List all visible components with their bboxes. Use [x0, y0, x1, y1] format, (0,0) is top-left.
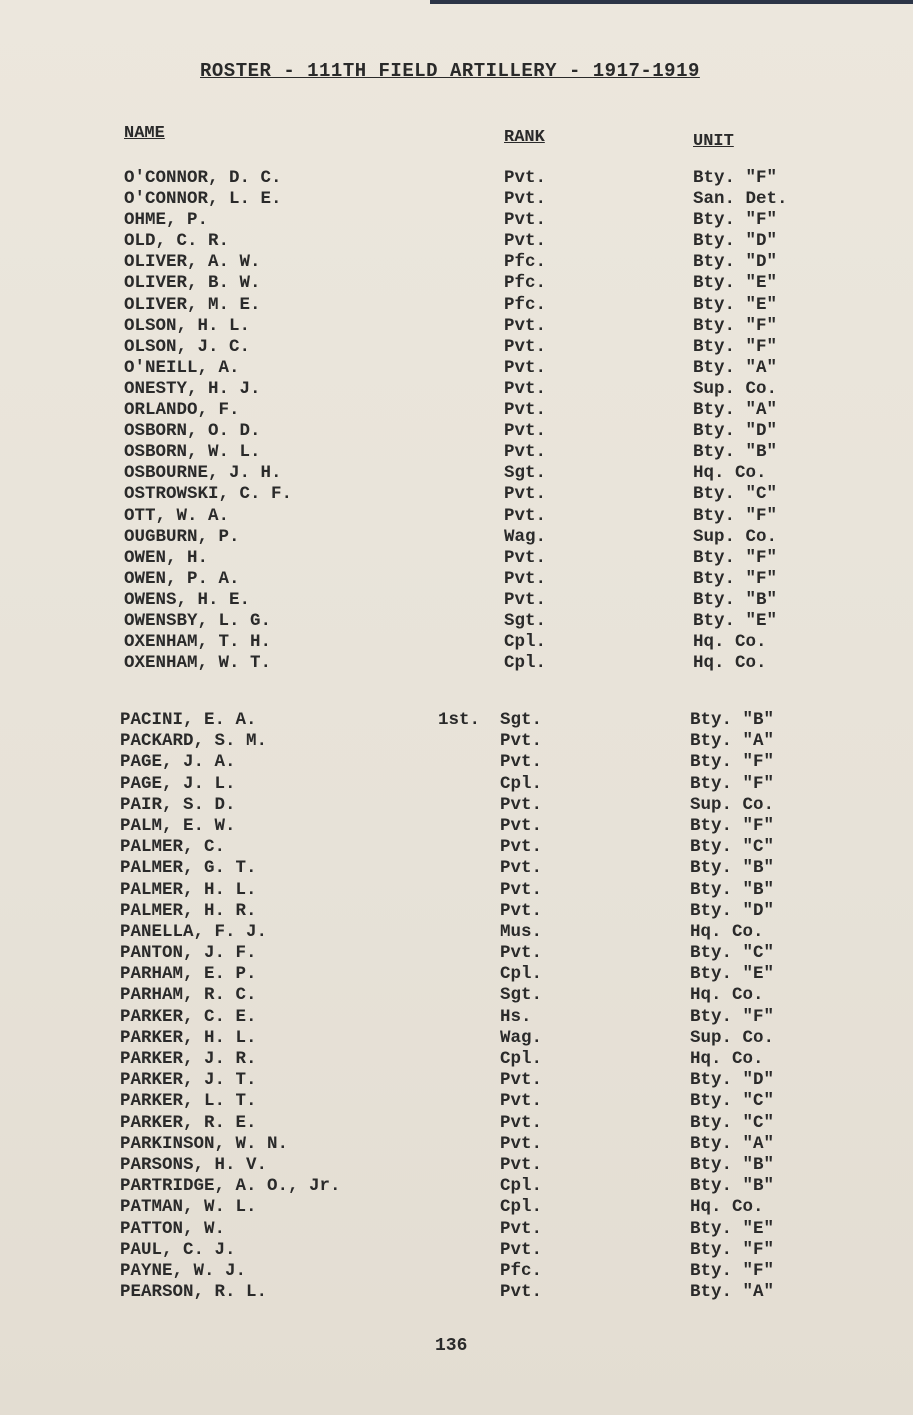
roster-rank: Cpl.	[504, 632, 547, 653]
roster-unit: Bty. "A"	[693, 400, 778, 421]
roster-row	[0, 1070, 913, 1091]
roster-name: OXENHAM, W. T.	[124, 653, 272, 674]
roster-unit: Bty. "F"	[693, 315, 778, 336]
roster-name: PACINI, E. A.	[120, 710, 257, 730]
roster-row	[0, 400, 913, 421]
roster-unit: Bty. "C"	[690, 1112, 775, 1133]
roster-unit: Bty. "F"	[693, 168, 778, 188]
roster-row	[0, 858, 913, 879]
page-title: ROSTER - 111TH FIELD ARTILLERY - 1917-1919	[200, 60, 700, 82]
roster-row	[0, 1028, 913, 1049]
roster-name: PARHAM, R. C.	[120, 985, 257, 1006]
roster-rank: Hs.	[500, 1006, 532, 1027]
roster-rank: Mus.	[500, 921, 543, 942]
roster-name: PATMAN, W. L.	[120, 1197, 257, 1218]
roster-unit: Bty. "C"	[690, 837, 775, 858]
roster-name: PARKER, J. R.	[120, 1049, 257, 1069]
roster-name: OLIVER, A. W.	[124, 252, 261, 273]
roster-name: PAGE, J. L.	[120, 773, 236, 794]
roster-unit: Bty. "F"	[693, 547, 778, 568]
roster-unit: Hq. Co.	[693, 463, 767, 484]
roster-rank: Pvt.	[504, 484, 547, 505]
roster-name: PEARSON, R. L.	[120, 1282, 268, 1303]
roster-name: OLSON, J. C.	[124, 336, 251, 357]
roster-name: PALMER, C.	[120, 837, 226, 858]
roster-rank: Sgt.	[504, 610, 547, 631]
roster-rank-prefix: 1st.	[438, 710, 481, 730]
roster-row	[0, 337, 913, 358]
roster-unit: Bty. "F"	[693, 336, 778, 357]
roster-rank: Cpl.	[500, 1176, 543, 1197]
roster-rank: Pfc.	[504, 294, 547, 315]
column-header-name: NAME	[124, 124, 165, 143]
roster-row	[0, 231, 913, 252]
roster-unit: Bty. "D"	[693, 421, 778, 442]
roster-row	[0, 943, 913, 964]
roster-row	[0, 316, 913, 337]
roster-rank: Pvt.	[504, 589, 547, 610]
roster-name: PARHAM, E. P.	[120, 964, 257, 985]
roster-rank: Pvt.	[504, 421, 547, 442]
roster-rank: Pvt.	[504, 231, 547, 252]
roster-row	[0, 710, 913, 731]
roster-rank: Pvt.	[504, 336, 547, 357]
roster-name: PALMER, G. T.	[120, 858, 257, 879]
roster-unit: Sup. Co.	[693, 526, 778, 547]
roster-name: PAYNE, W. J.	[120, 1260, 247, 1281]
roster-name: PALMER, H. R.	[120, 900, 257, 921]
roster-unit: Bty. "F"	[690, 752, 775, 773]
roster-row	[0, 901, 913, 922]
roster-row	[0, 295, 913, 316]
roster-unit: Bty. "B"	[690, 710, 775, 730]
roster-unit: Bty. "A"	[690, 731, 775, 752]
roster-name: PATTON, W.	[120, 1218, 226, 1239]
roster-unit: Bty. "E"	[690, 1218, 775, 1239]
roster-rank: Pfc.	[504, 273, 547, 294]
roster-row	[0, 731, 913, 752]
page-number: 136	[435, 1336, 468, 1356]
roster-unit: Bty. "E"	[693, 273, 778, 294]
roster-unit: Sup. Co.	[690, 794, 775, 815]
roster-rank: Pvt.	[500, 858, 543, 879]
roster-rank: Wag.	[500, 1027, 543, 1048]
roster-row	[0, 548, 913, 569]
roster-rank: Cpl.	[500, 1197, 543, 1218]
roster-rank: Pvt.	[500, 1218, 543, 1239]
roster-name: OSBORN, W. L.	[124, 442, 261, 463]
roster-rank: Sgt.	[500, 985, 543, 1006]
roster-name: PAIR, S. D.	[120, 794, 236, 815]
roster-unit: Bty. "F"	[690, 815, 775, 836]
roster-unit: Sup. Co.	[690, 1027, 775, 1048]
roster-name: PARKER, C. E.	[120, 1006, 257, 1027]
roster-rank: Pvt.	[500, 879, 543, 900]
roster-rank: Pvt.	[500, 1112, 543, 1133]
roster-unit: Bty. "F"	[690, 1006, 775, 1027]
roster-unit: Bty. "F"	[693, 210, 778, 231]
page-top-edge	[430, 0, 913, 4]
roster-name: PARKER, H. L.	[120, 1027, 257, 1048]
roster-name: OLIVER, B. W.	[124, 273, 261, 294]
column-header-unit: UNIT	[693, 132, 734, 151]
roster-row	[0, 964, 913, 985]
roster-rank: Pvt.	[500, 1070, 543, 1091]
roster-name: OLIVER, M. E.	[124, 294, 261, 315]
roster-rank: Pvt.	[500, 1154, 543, 1175]
roster-row	[0, 189, 913, 210]
roster-row	[0, 922, 913, 943]
roster-rank: Pvt.	[504, 400, 547, 421]
roster-unit: Bty. "D"	[693, 231, 778, 252]
roster-unit: Hq. Co.	[690, 1197, 764, 1218]
roster-rank: Wag.	[504, 526, 547, 547]
roster-row	[0, 168, 913, 189]
roster-rank: Pvt.	[504, 568, 547, 589]
roster-name: OLD, C. R.	[124, 231, 230, 252]
roster-name: PAUL, C. J.	[120, 1239, 236, 1260]
roster-rank: Pvt.	[500, 1133, 543, 1154]
roster-name: OXENHAM, T. H.	[124, 632, 272, 653]
roster-name: PARKER, J. T.	[120, 1070, 257, 1091]
roster-unit: Bty. "F"	[690, 773, 775, 794]
roster-unit: Hq. Co.	[690, 1049, 764, 1069]
roster-unit: Bty. "F"	[690, 1260, 775, 1281]
roster-row	[0, 379, 913, 400]
roster-row	[0, 1261, 913, 1282]
roster-rank: Pvt.	[500, 837, 543, 858]
roster-name: OWENS, H. E.	[124, 589, 251, 610]
roster-rank: Pvt.	[504, 378, 547, 399]
roster-unit: Hq. Co.	[690, 921, 764, 942]
roster-name: PARKINSON, W. N.	[120, 1133, 289, 1154]
roster-rank: Sgt.	[504, 463, 547, 484]
roster-unit: Bty. "B"	[690, 879, 775, 900]
roster-rank: Pvt.	[500, 1091, 543, 1112]
roster-rank: Pfc.	[500, 1260, 543, 1281]
roster-rank: Pvt.	[504, 442, 547, 463]
roster-row	[0, 985, 913, 1006]
roster-rank: Pvt.	[500, 794, 543, 815]
roster-row	[0, 210, 913, 231]
roster-name: ORLANDO, F.	[124, 400, 240, 421]
roster-unit: Bty. "C"	[690, 943, 775, 964]
roster-rank: Pvt.	[504, 505, 547, 526]
roster-rank: Cpl.	[500, 1049, 543, 1069]
roster-row	[0, 837, 913, 858]
roster-row	[0, 1219, 913, 1240]
roster-rank: Pvt.	[504, 189, 547, 210]
roster-unit: Bty. "B"	[693, 442, 778, 463]
roster-unit: Bty. "C"	[690, 1091, 775, 1112]
roster-unit: Hq. Co.	[693, 632, 767, 653]
roster-unit: Bty. "A"	[693, 357, 778, 378]
roster-name: OSBORN, O. D.	[124, 421, 261, 442]
roster-rank: Pvt.	[500, 731, 543, 752]
roster-unit: Bty. "C"	[693, 484, 778, 505]
roster-unit: Bty. "D"	[690, 900, 775, 921]
roster-unit: Bty. "F"	[693, 505, 778, 526]
roster-row	[0, 252, 913, 273]
roster-unit: Bty. "B"	[693, 589, 778, 610]
roster-name: PACKARD, S. M.	[120, 731, 268, 752]
roster-row	[0, 421, 913, 442]
roster-row	[0, 1049, 913, 1070]
roster-row	[0, 1007, 913, 1028]
roster-name: ONESTY, H. J.	[124, 378, 261, 399]
roster-name: O'CONNOR, D. C.	[124, 168, 282, 188]
roster-rank: Pvt.	[504, 315, 547, 336]
roster-rank: Pvt.	[504, 168, 547, 188]
roster-name: PARKER, R. E.	[120, 1112, 257, 1133]
roster-unit: Bty. "A"	[690, 1282, 775, 1303]
roster-unit: Bty. "D"	[690, 1070, 775, 1091]
roster-row	[0, 1134, 913, 1155]
roster-row	[0, 442, 913, 463]
roster-unit: Hq. Co.	[690, 985, 764, 1006]
roster-unit: Bty. "F"	[693, 568, 778, 589]
roster-rank: Pfc.	[504, 252, 547, 273]
roster-name: OLSON, H. L.	[124, 315, 251, 336]
roster-unit: Bty. "B"	[690, 858, 775, 879]
roster-row	[0, 795, 913, 816]
roster-rank: Pvt.	[504, 210, 547, 231]
roster-section-o	[0, 168, 913, 674]
roster-row	[0, 1091, 913, 1112]
roster-name: OSTROWSKI, C. F.	[124, 484, 293, 505]
roster-name: PALM, E. W.	[120, 815, 236, 836]
roster-rank: Pvt.	[500, 943, 543, 964]
roster-row	[0, 484, 913, 505]
roster-rank: Cpl.	[500, 964, 543, 985]
roster-rank: Cpl.	[504, 653, 547, 674]
roster-rank: Pvt.	[504, 357, 547, 378]
roster-unit: Bty. "E"	[693, 610, 778, 631]
roster-rank: Pvt.	[500, 752, 543, 773]
roster-name: OUGBURN, P.	[124, 526, 240, 547]
roster-row	[0, 1176, 913, 1197]
roster-name: O'NEILL, A.	[124, 357, 240, 378]
roster-rank: Pvt.	[500, 1282, 543, 1303]
roster-name: OTT, W. A.	[124, 505, 230, 526]
roster-unit: Bty. "B"	[690, 1176, 775, 1197]
roster-row	[0, 880, 913, 901]
roster-row	[0, 590, 913, 611]
roster-row	[0, 358, 913, 379]
roster-name: OWEN, P. A.	[124, 568, 240, 589]
roster-row	[0, 752, 913, 773]
roster-name: PANTON, J. F.	[120, 943, 257, 964]
roster-name: PALMER, H. L.	[120, 879, 257, 900]
roster-unit: Bty. "A"	[690, 1133, 775, 1154]
roster-unit: Bty. "E"	[690, 964, 775, 985]
roster-row	[0, 1282, 913, 1303]
roster-name: PANELLA, F. J.	[120, 921, 268, 942]
roster-unit: Bty. "F"	[690, 1239, 775, 1260]
roster-name: PARTRIDGE, A. O., Jr.	[120, 1176, 341, 1197]
roster-row	[0, 1155, 913, 1176]
roster-row	[0, 527, 913, 548]
roster-row	[0, 1113, 913, 1134]
roster-name: O'CONNOR, L. E.	[124, 189, 282, 210]
roster-name: PARKER, L. T.	[120, 1091, 257, 1112]
roster-rank: Pvt.	[500, 900, 543, 921]
roster-name: PARSONS, H. V.	[120, 1154, 268, 1175]
roster-name: PAGE, J. A.	[120, 752, 236, 773]
roster-row	[0, 611, 913, 632]
roster-unit: Sup. Co.	[693, 378, 778, 399]
roster-row	[0, 774, 913, 795]
roster-rank: Cpl.	[500, 773, 543, 794]
roster-row	[0, 1240, 913, 1261]
roster-name: OWEN, H.	[124, 547, 209, 568]
roster-unit: San. Det.	[693, 189, 788, 210]
roster-row	[0, 816, 913, 837]
roster-unit: Hq. Co.	[693, 653, 767, 674]
roster-row	[0, 653, 913, 674]
roster-section-p	[0, 710, 913, 1303]
roster-row	[0, 506, 913, 527]
roster-row	[0, 273, 913, 294]
roster-name: OSBOURNE, J. H.	[124, 463, 282, 484]
roster-rank: Pvt.	[504, 547, 547, 568]
roster-row	[0, 1197, 913, 1218]
roster-unit: Bty. "D"	[693, 252, 778, 273]
roster-row	[0, 463, 913, 484]
roster-row	[0, 632, 913, 653]
roster-row	[0, 569, 913, 590]
roster-rank: Sgt.	[500, 710, 543, 730]
roster-unit: Bty. "B"	[690, 1154, 775, 1175]
roster-unit: Bty. "E"	[693, 294, 778, 315]
roster-rank: Pvt.	[500, 815, 543, 836]
column-header-rank: RANK	[504, 128, 545, 147]
roster-rank: Pvt.	[500, 1239, 543, 1260]
roster-name: OHME, P.	[124, 210, 209, 231]
roster-name: OWENSBY, L. G.	[124, 610, 272, 631]
